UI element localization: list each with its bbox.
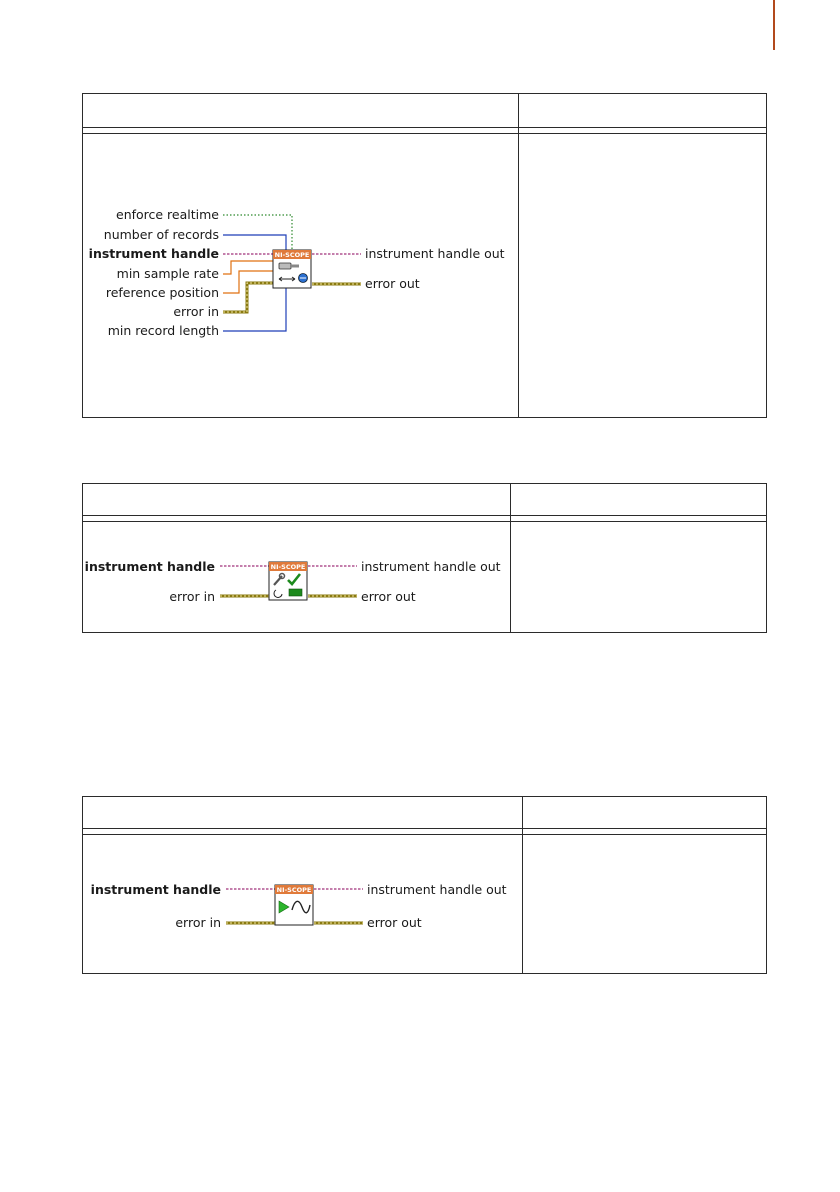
page-edge-mark [773, 0, 775, 50]
input-label-enforce-realtime: enforce realtime [116, 207, 219, 222]
vi-connector-diagram [83, 484, 768, 634]
vi-table-initiate-acquisition [82, 796, 767, 974]
min-record-length-wire [223, 288, 286, 331]
output-label-instrument-handle-out: instrument handle out [365, 246, 505, 261]
vi-table-commit [82, 483, 767, 633]
vi-table-configure-horizontal [82, 93, 767, 418]
input-label-number-of-records: number of records [103, 227, 219, 242]
ni-badge-label: NI-SCOPE [274, 251, 310, 259]
error-in-wire [223, 283, 273, 312]
ni-badge-label: NI-SCOPE [270, 563, 306, 571]
vi-icon [269, 562, 307, 600]
ni-badge-label: NI-SCOPE [276, 886, 312, 894]
vi-icon [273, 250, 311, 288]
vi-icon [275, 885, 313, 925]
output-label-error-out: error out [367, 915, 422, 930]
enforce-realtime-wire [223, 215, 292, 251]
input-label-instrument-handle: instrument handle [90, 882, 221, 897]
input-label-error-in: error in [173, 304, 219, 319]
output-label-error-out: error out [365, 276, 420, 291]
output-label-instrument-handle-out: instrument handle out [367, 882, 507, 897]
min-sample-rate-wire [223, 261, 273, 274]
input-label-error-in: error in [175, 915, 221, 930]
input-label-reference-position: reference position [105, 285, 219, 300]
vi-connector-diagram [83, 797, 768, 975]
clock-icon [299, 274, 308, 283]
input-label-min-sample-rate: min sample rate [116, 266, 219, 281]
input-label-instrument-handle: instrument handle [88, 246, 219, 261]
output-label-error-out: error out [361, 589, 416, 604]
input-label-error-in: error in [169, 589, 215, 604]
card-icon [289, 589, 302, 596]
vi-connector-diagram [83, 94, 768, 419]
input-label-min-record-length: min record length [107, 323, 219, 338]
number-of-records-wire [223, 235, 286, 251]
input-label-instrument-handle: instrument handle [84, 559, 215, 574]
output-label-instrument-handle-out: instrument handle out [361, 559, 501, 574]
